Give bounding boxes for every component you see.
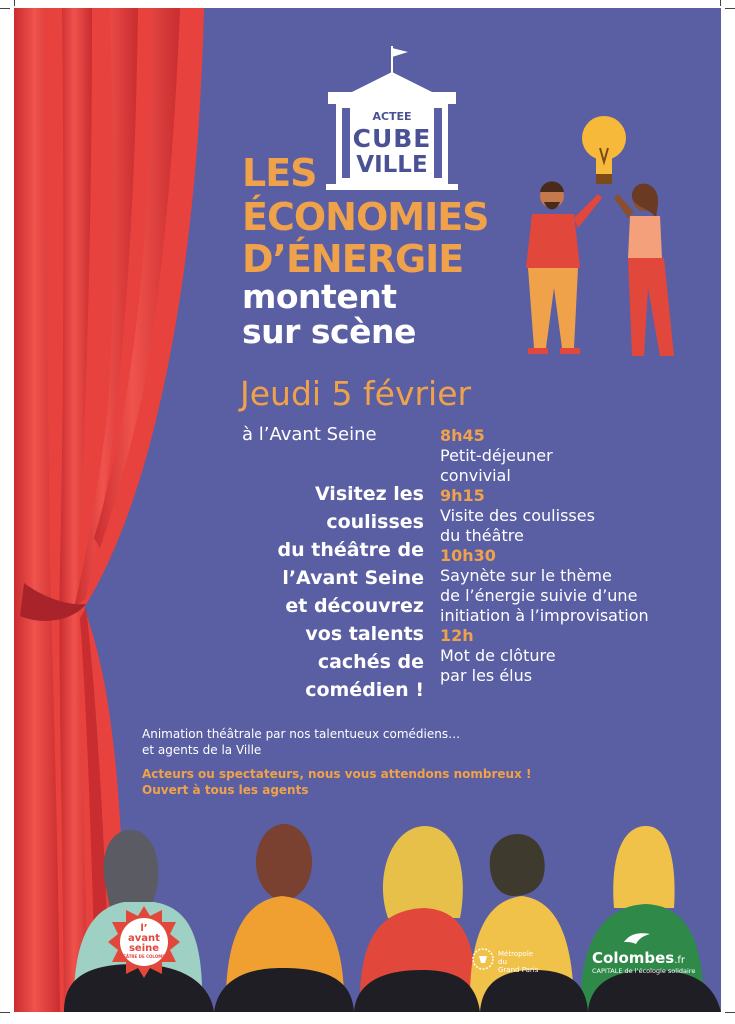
poster bbox=[14, 8, 721, 1012]
schedule-desc: Saynète sur le thème bbox=[440, 566, 612, 585]
schedule-item bbox=[440, 486, 710, 546]
metropole-text: Métropole bbox=[498, 950, 534, 958]
schedule-desc: Visite des coulisses bbox=[440, 506, 595, 525]
schedule-desc: initiation à l’improvisation bbox=[440, 606, 649, 625]
schedule-desc: du théâtre bbox=[440, 526, 524, 545]
metropole-icon bbox=[472, 948, 494, 970]
crop-mark bbox=[725, 1012, 735, 1013]
visit-invitation bbox=[232, 480, 424, 704]
headline-line: D’ÉNERGIE bbox=[242, 237, 464, 281]
event-venue: à l’Avant Seine bbox=[242, 424, 377, 445]
headline-line: ÉCONOMIES bbox=[242, 195, 489, 239]
colombes-tagline: CAPITALE de l’écologie solidaire bbox=[592, 967, 696, 975]
visit-line: l’Avant Seine bbox=[282, 567, 424, 589]
headline-line: sur scène bbox=[242, 312, 416, 351]
colombes-name: Colombes bbox=[592, 949, 675, 967]
audience-illustration bbox=[14, 788, 721, 1012]
crop-mark bbox=[725, 8, 735, 9]
schedule-item bbox=[440, 626, 710, 686]
schedule-desc: par les élus bbox=[440, 666, 533, 685]
dove-icon bbox=[622, 932, 652, 946]
people-lightbulb-illustration bbox=[504, 108, 684, 368]
actee-cube-ville-logo bbox=[322, 44, 462, 194]
schedule-desc: de l’énergie suivie d’une bbox=[440, 586, 638, 605]
headline-line: montent bbox=[242, 277, 397, 316]
animation-note bbox=[142, 726, 562, 758]
visit-line: cachés de bbox=[317, 651, 424, 673]
schedule-item bbox=[440, 426, 710, 486]
schedule-time: 12h bbox=[440, 626, 474, 645]
avant-seine-logo bbox=[108, 906, 180, 978]
visit-line: et découvrez bbox=[285, 595, 424, 617]
badge-text: seine bbox=[128, 943, 160, 954]
call-line: Acteurs ou spectateurs, nous vous attendons nombreux ! bbox=[142, 767, 532, 781]
schedule-time: 9h15 bbox=[440, 486, 485, 505]
visit-line: du théâtre de bbox=[277, 539, 424, 561]
headline-line: LES bbox=[242, 151, 317, 195]
badge-text: l’ bbox=[140, 923, 148, 934]
schedule bbox=[440, 426, 710, 686]
logo-ville: VILLE bbox=[356, 152, 428, 178]
crop-mark bbox=[14, 0, 15, 6]
visit-line: Visitez les bbox=[314, 483, 424, 505]
badge-subtext: THÉÂTRE DE COLOMBES bbox=[117, 954, 171, 959]
badge-text: avant bbox=[128, 933, 160, 944]
crop-mark bbox=[0, 8, 10, 9]
visit-line: coulisses bbox=[326, 511, 424, 533]
animation-line: Animation théâtrale par nos talentueux comédiens… bbox=[142, 727, 461, 741]
logo-actee: ACTEE bbox=[372, 110, 412, 123]
event-date: Jeudi 5 février bbox=[240, 374, 472, 413]
call-line: Ouvert à tous les agents bbox=[142, 783, 309, 797]
visit-line: vos talents bbox=[305, 623, 424, 645]
visit-line: comédien ! bbox=[305, 679, 424, 701]
schedule-desc: Petit-déjeuner bbox=[440, 446, 553, 465]
crop-mark bbox=[0, 1012, 10, 1013]
schedule-item bbox=[440, 546, 710, 626]
colombes-logo bbox=[592, 948, 695, 975]
colombes-suffix: .fr bbox=[674, 955, 686, 966]
metropole-text: du bbox=[498, 958, 507, 966]
schedule-desc: Mot de clôture bbox=[440, 646, 556, 665]
logo-cube: CUBE bbox=[352, 124, 432, 153]
crop-mark bbox=[720, 0, 721, 6]
schedule-time: 10h30 bbox=[440, 546, 496, 565]
animation-line: et agents de la Ville bbox=[142, 743, 262, 757]
schedule-time: 8h45 bbox=[440, 426, 485, 445]
schedule-desc: convivial bbox=[440, 466, 511, 485]
metropole-text: Grand Paris bbox=[498, 966, 539, 974]
